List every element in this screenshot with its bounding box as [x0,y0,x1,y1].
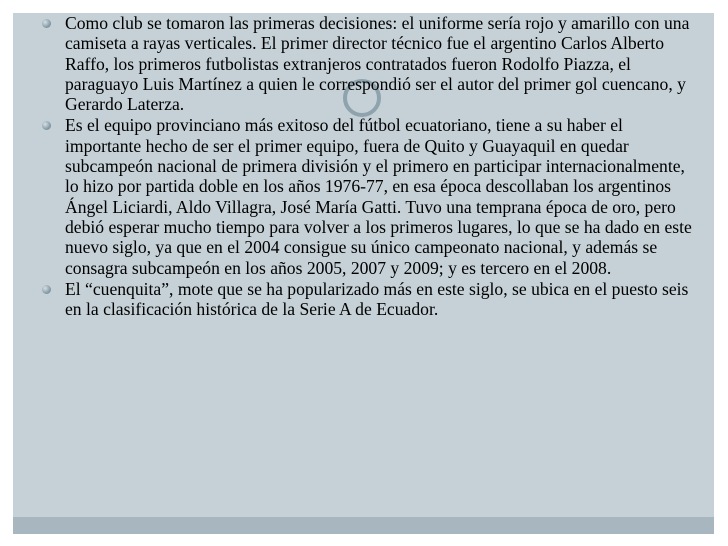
bullet-dot-icon [42,285,51,294]
bullet-item [42,279,697,320]
bullet-item [42,115,697,277]
bullet-dot-icon [42,19,51,28]
bullet-list [42,13,697,319]
bullet-item [42,13,697,114]
bullet-text: Como club se tomaron las primeras decisiones: el uniforme sería rojo y amarillo con una camiseta a rayas verticales. El primer director técnico fue el argentino Carlos Alberto Raffo, los primeros futbolistas extranjeros contratados fueron Rodolfo Piazza, el paraguayo Luis Martínez a quien le correspondió ser el autor del primer gol cuencano, y Gerardo Laterza. [65,13,690,115]
slide-content [42,13,697,320]
bullet-dot-icon [42,121,51,130]
bullet-text: Es el equipo provinciano más exitoso del fútbol ecuatoriano, tiene a su haber el importante hecho de ser el primer equipo, fuera de Quito y Guayaquil en quedar subcampeón nacional de primera división y el primero en participar internacionalmente, lo hizo por partida doble en los años 1976-77, en esa época descollaban los argentinos Ángel Liciardi, Aldo Villagra, José María Gatti. Tuvo una temprana época de oro, pero debió esperar mucho tiempo para volver a los primeros lugares, lo que se ha dado en este nuevo siglo, ya que en el 2004 consigue su único campeonato nacional, y además se consagra subcampeón en los años 2005, 2007 y 2009; y es tercero en el 2008. [65,115,692,278]
bullet-text: El “cuenquita”, mote que se ha popularizado más en este siglo, se ubica en el puesto seis en la clasificación histórica de la Serie A de Ecuador. [65,278,689,320]
slide-bottom-bar [13,517,714,534]
